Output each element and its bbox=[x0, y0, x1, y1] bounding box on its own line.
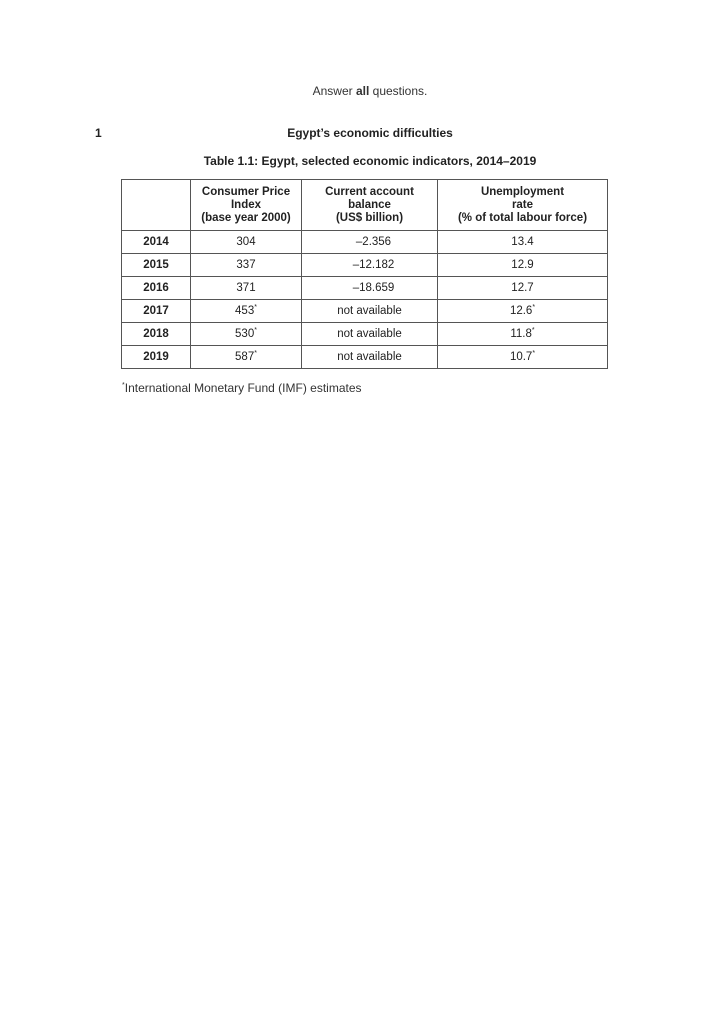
cell-cpi: 530* bbox=[191, 323, 302, 346]
cell-year: 2014 bbox=[122, 231, 191, 254]
header-unemployment: Unemployment rate (% of total labour force) bbox=[438, 180, 608, 231]
question-title: Egypt’s economic difficulties bbox=[287, 126, 453, 140]
cell-year: 2019 bbox=[122, 346, 191, 369]
header-cpi: Consumer Price Index (base year 2000) bbox=[191, 180, 302, 231]
cell-current-account: –2.356 bbox=[302, 231, 438, 254]
cell-unemployment: 13.4 bbox=[438, 231, 608, 254]
instruction-prefix: Answer bbox=[312, 84, 356, 98]
cell-cpi: 371 bbox=[191, 277, 302, 300]
header-year bbox=[122, 180, 191, 231]
cell-unemployment: 11.8* bbox=[438, 323, 608, 346]
footnote-text: International Monetary Fund (IMF) estimates bbox=[124, 381, 362, 395]
cell-unemployment: 10.7* bbox=[438, 346, 608, 369]
table-footnote bbox=[122, 381, 362, 395]
header-current-account: Current account balance (US$ billion) bbox=[302, 180, 438, 231]
economic-indicators-table bbox=[121, 179, 608, 369]
cell-current-account: not available bbox=[302, 346, 438, 369]
cell-year: 2015 bbox=[122, 254, 191, 277]
cell-cpi: 587* bbox=[191, 346, 302, 369]
table-row bbox=[122, 300, 608, 323]
instruction-bold: all bbox=[355, 84, 370, 98]
cell-cpi: 337 bbox=[191, 254, 302, 277]
cell-year: 2017 bbox=[122, 300, 191, 323]
cell-year: 2016 bbox=[122, 277, 191, 300]
table-row bbox=[122, 254, 608, 277]
cell-cpi: 453* bbox=[191, 300, 302, 323]
cell-current-account: not available bbox=[302, 323, 438, 346]
cell-unemployment: 12.7 bbox=[438, 277, 608, 300]
table-row bbox=[122, 231, 608, 254]
cell-current-account: –12.182 bbox=[302, 254, 438, 277]
cell-cpi: 304 bbox=[191, 231, 302, 254]
cell-unemployment: 12.6* bbox=[438, 300, 608, 323]
question-number: 1 bbox=[95, 126, 102, 140]
exam-instruction bbox=[0, 84, 724, 98]
cell-current-account: not available bbox=[302, 300, 438, 323]
cell-unemployment: 12.9 bbox=[438, 254, 608, 277]
cell-year: 2018 bbox=[122, 323, 191, 346]
table-header-row bbox=[122, 180, 608, 231]
table-row bbox=[122, 323, 608, 346]
footnote-marker: * bbox=[122, 382, 125, 389]
instruction-suffix: questions. bbox=[369, 84, 428, 98]
table-caption: Table 1.1: Egypt, selected economic indicators, 2014–2019 bbox=[203, 154, 537, 168]
table-row bbox=[122, 346, 608, 369]
cell-current-account: –18.659 bbox=[302, 277, 438, 300]
table-row bbox=[122, 277, 608, 300]
